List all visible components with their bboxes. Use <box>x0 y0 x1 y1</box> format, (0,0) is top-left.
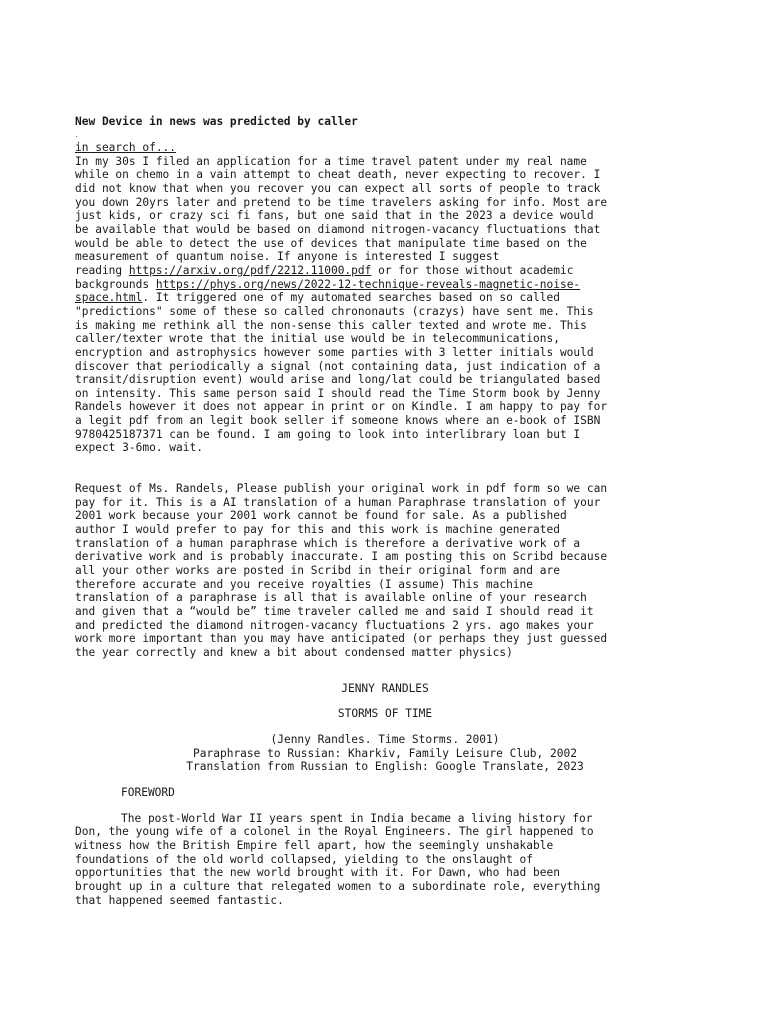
post-title: New Device in news was predicted by caller <box>75 115 358 128</box>
text-line: is making me rethink all the non-sense this caller texted and wrote me. This <box>75 318 587 332</box>
spacer <box>75 455 695 482</box>
text-line: on intensity. This same person said I should read the Time Storm book by Jenny <box>75 386 601 400</box>
book-header <box>75 682 695 774</box>
text-line: a legit pdf from an legit book seller if someone knows where an e-book of ISBN <box>75 414 601 428</box>
text-segment: . It triggered one of my automated searches based on so called <box>142 291 560 305</box>
text-line: "predictions" some of these so called chrononauts (crazys) have sent me. This <box>75 304 594 318</box>
text-line: Request of Ms. Randels, Please publish your original work in pdf form so we can <box>75 482 608 496</box>
text-line: brought up in a culture that relegated women to a subordinate role, everything <box>75 879 601 893</box>
text-line: Randels however it does not appear in print or on Kindle. I am happy to pay for <box>75 400 608 414</box>
text-line: Don, the young wife of a colonel in the Royal Engineers. The girl happened to <box>75 825 594 839</box>
text-line: and predicted the diamond nitrogen-vacancy fluctuations 2 yrs. ago makes your <box>75 618 594 632</box>
book-paraphrase-note: Paraphrase to Russian: Kharkiv, Family Leisure Club, 2002 <box>193 746 577 760</box>
bullet-dot: . <box>75 132 79 139</box>
spacer <box>75 774 695 786</box>
text-line: discover that periodically a signal (not containing data, just indication of a <box>75 359 601 373</box>
text-line: you down 20yrs later and pretend to be time travelers asking for info. Most are <box>75 195 608 209</box>
spacer <box>75 800 695 812</box>
text-line: just kids, or crazy sci fi fans, but one said that in the 2023 a device would <box>75 209 594 223</box>
text-segment: backgrounds <box>75 277 156 291</box>
text-line: would be able to detect the use of devices that manipulate time based on the <box>75 236 587 250</box>
text-line: did not know that when you recover you can expect all sorts of people to track <box>75 181 601 195</box>
text-line <box>75 264 695 278</box>
text-segment: reading <box>75 263 129 277</box>
text-line: witness how the British Empire fell apart, how the seemingly unshakable <box>75 838 554 852</box>
text-segment: or for those without academic <box>371 263 574 277</box>
text-line: that happened seemed fantastic. <box>75 893 284 907</box>
arxiv-link[interactable]: https://arxiv.org/pdf/2212.11000.pdf <box>128 263 372 277</box>
text-line: caller/texter wrote that the initial use would be in telecommunications, <box>75 332 560 346</box>
request-paragraph <box>75 482 695 660</box>
book-title: STORMS OF TIME <box>337 707 433 721</box>
phys-org-link-continued[interactable]: space.html <box>75 291 143 305</box>
intro-paragraph <box>75 155 695 455</box>
spacer <box>75 721 695 733</box>
text-line: expect 3-6mo. wait. <box>75 441 203 455</box>
text-line: pay for it. This is a AI translation of a human Paraphrase translation of your <box>75 495 601 509</box>
text-line <box>75 278 695 292</box>
text-line: and given that a “would be” time traveler called me and said I should read it <box>75 605 594 618</box>
text-line: 9780425187371 can be found. I am going to look into interlibrary loan but I <box>75 427 581 441</box>
text-line: author I would prefer to pay for this and this work is machine generated <box>75 523 560 537</box>
text-line: transit/disruption event) would arise and long/lat could be triangulated based <box>75 373 601 387</box>
text-line: therefore accurate and you receive royalties (I assume) This machine <box>75 577 534 591</box>
document-page <box>75 115 695 907</box>
text-line: translation of a paraphrase is all that is available online of your research <box>75 591 587 605</box>
spacer <box>75 660 695 682</box>
text-line: opportunities that the new world brought with it. For Dawn, who had been <box>75 866 560 880</box>
text-line: 2001 work because your 2001 work cannot be found for sale. As a published <box>75 509 567 523</box>
text-line: while on chemo in a vain attempt to cheat death, never expecting to recover. I <box>75 168 601 182</box>
text-line: the year correctly and knew a bit about condensed matter physics) <box>75 645 513 659</box>
text-line: translation of a human paraphrase which is therefore a derivative work of a <box>75 536 581 550</box>
text-line: work more important than you may have anticipated (or perhaps they just guessed <box>75 632 608 646</box>
text-line: derivative work and is probably inaccurate. I am posting this on Scribd because <box>75 550 608 564</box>
text-line <box>75 291 695 305</box>
foreword-paragraph <box>75 812 695 908</box>
book-translation-note: Translation from Russian to English: Google Translate, 2023 <box>186 760 584 774</box>
text-line: measurement of quantum noise. If anyone is interested I suggest <box>75 250 500 264</box>
phys-org-link[interactable]: https://phys.org/news/2022-12-technique-reveals-magnetic-noise- <box>155 277 581 291</box>
text-line: encryption and astrophysics however some parties with 3 letter initials would <box>75 345 594 359</box>
search-label: in search of... <box>75 141 177 154</box>
text-line: all your other works are posted in Scribd in their original form and are <box>75 564 560 578</box>
text-line: foundations of the old world collapsed, yielding to the onslaught of <box>75 852 534 866</box>
text-line: In my 30s I filed an application for a time travel patent under my real name <box>75 154 587 168</box>
book-author: JENNY RANDLES <box>341 681 429 695</box>
spacer <box>75 695 695 707</box>
text-line: The post-World War II years spent in India became a living history for <box>121 811 593 825</box>
book-citation: (Jenny Randles. Time Storms. 2001) <box>270 732 500 746</box>
text-line: be available that would be based on diamond nitrogen-vacancy fluctuations that <box>75 222 601 236</box>
section-heading-foreword: FOREWORD <box>121 785 175 799</box>
